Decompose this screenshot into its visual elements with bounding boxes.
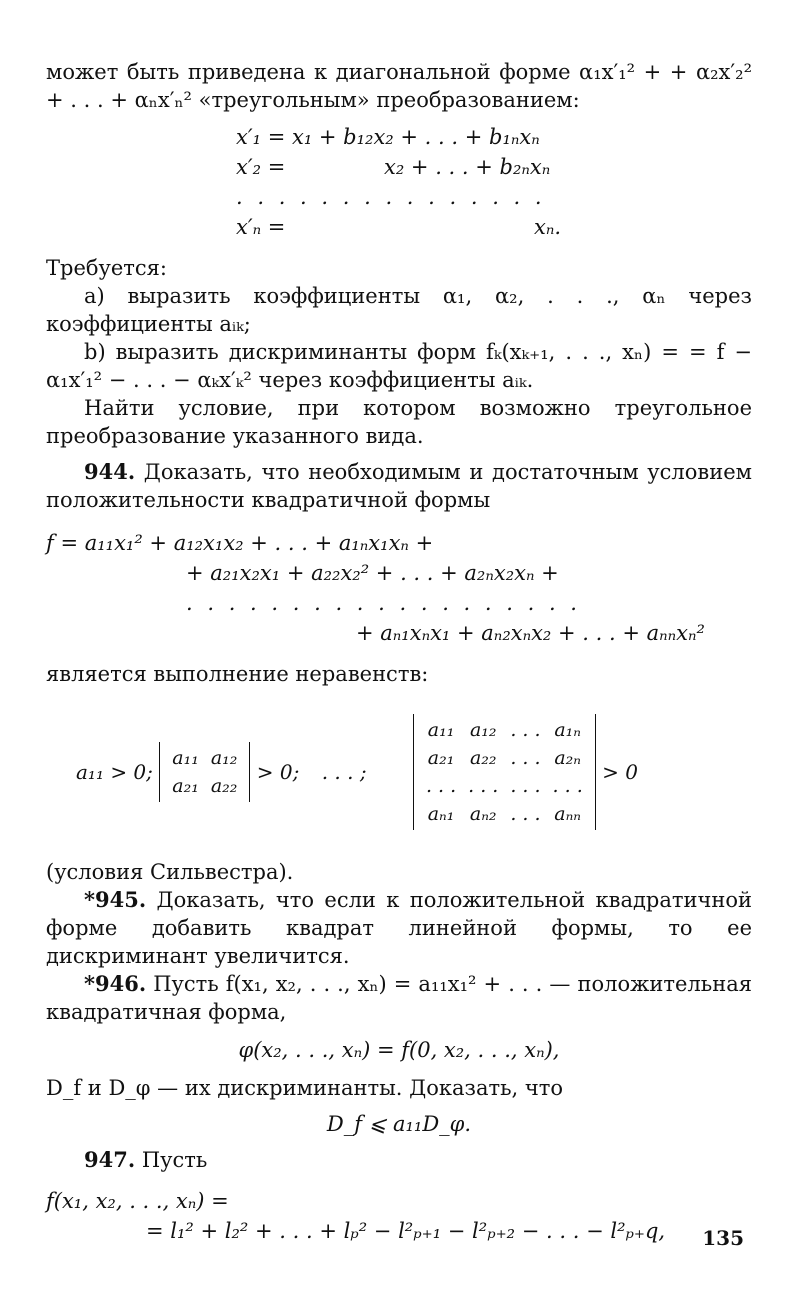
sylvester-note: (условия Сильвестра). [46,860,294,884]
item-b: b) выразить дискриминанты форм fₖ(xₖ₊₁, . . ., xₙ) = = f − α₁x′₁² − . . . − αₖx′ₖ² через коэффициенты aᵢₖ. [46,340,752,392]
quadratic-form-944 [46,528,752,648]
system-row-n [236,212,752,242]
sylvester-det-n [413,714,596,830]
form944-row-2: + a₂₁x₂x₁ + a₂₂x₂² + . . . + a₂ₙx₂xₙ + [186,561,559,585]
problem-944 [46,458,752,514]
condition-text: Найти условие, при котором возможно треугольное преобразование указанного вида. [46,396,752,448]
det2-a11: a₁₁ [172,747,199,769]
problem-945-number: *945. [84,887,147,912]
problem-947 [46,1146,752,1174]
page-number: 135 [702,1226,744,1250]
detn-cell: aₙ₁ [427,803,455,825]
item-a: а) выразить коэффициенты α₁, α₂, . . ., αₙ через коэффициенты aᵢₖ; [46,284,752,336]
triangular-system [236,122,752,242]
problem-944-text: Доказать, что необходимым и достаточным условием положительности квадратичной формы [46,460,752,512]
detn-cell: . . . [552,775,583,797]
sylvester-first: a₁₁ > 0; [76,760,153,784]
form947-row-2: = l₁² + l₂² + . . . + lₚ² − l²ₚ₊₁ − l²ₚ₊₂ − . . . − l²ₚ₊q, [146,1219,666,1243]
problem-945 [46,886,752,970]
detn-cell: . . . [425,775,457,797]
system-row-dots: . . . . . . . . . . . . . . . [236,185,546,209]
sylvester-gt0-b: > 0 [602,760,638,784]
detn-cell: . . . [510,747,541,769]
form944-row-dots: . . . . . . . . . . . . . . . . . . . [186,591,581,615]
detn-cell: a₁₁ [427,719,455,741]
detn-cell: a₂₁ [427,747,455,769]
form944-row-1: f = a₁₁x₁² + a₁₂x₁x₂ + . . . + a₁ₙx₁xₙ + [46,531,434,555]
system-row-2-rhs: x₂ + . . . + b₂ₙxₙ [384,155,551,179]
system-row-n-lhs: x′ₙ = [236,215,286,239]
det2-a12: a₁₂ [210,747,238,769]
discriminant-inequality: D_f ⩽ a₁₁D_φ. [326,1112,472,1136]
problem-947-number: 947. [84,1147,136,1172]
problem-946-text: Пусть f(x₁, x₂, . . ., xₙ) = a₁₁x₁² + . . . — положительная квадратичная форма, [46,972,752,1024]
detn-cell: a₁ₙ [554,719,581,741]
inequalities-intro: является выполнение неравенств: [46,662,429,686]
sylvester-det-2 [159,742,250,802]
problem-947-text: Пусть [141,1148,208,1172]
detn-cell: . . . [510,775,541,797]
det2-a22: a₂₂ [210,775,238,797]
sylvester-conditions [76,714,752,844]
detn-cell: . . . [468,775,499,797]
detn-cell: aₙ₂ [469,803,497,825]
detn-cell: a₁₂ [469,719,497,741]
form947-row-1: f(x₁, x₂, . . ., xₙ) = [46,1189,229,1213]
discriminant-text: D_f и D_φ — их дискриминанты. Доказать, что [46,1076,564,1100]
paragraph-intro: может быть приведена к диагональной форме α₁x′₁² + + α₂x′₂² + . . . + αₙx′ₙ² «треугольным» преобразованием: [46,60,752,112]
sylvester-gt0-a: > 0; [256,760,300,784]
detn-cell: aₙₙ [554,803,582,825]
required-label: Требуется: [46,256,168,280]
sylvester-dots: . . . ; [321,760,367,784]
det2-a21: a₂₁ [172,775,199,797]
problem-945-text: Доказать, что если к положительной квадратичной форме добавить квадрат линейной формы, то ее дискриминант увеличится. [46,888,752,968]
problem-946 [46,970,752,1026]
problem-944-number: 944. [84,459,136,484]
detn-cell: a₂ₙ [554,747,581,769]
detn-cell: . . . [510,803,541,825]
system-row-n-rhs: xₙ. [534,215,562,239]
detn-cell: a₂₂ [469,747,497,769]
problem-946-number: *946. [84,971,147,996]
system-row-1: x′₁ = x₁ + b₁₂x₂ + . . . + b₁ₙxₙ [236,125,540,149]
phi-definition: φ(x₂, . . ., xₙ) = f(0, x₂, . . ., xₙ), [238,1038,560,1062]
system-row-2-lhs: x′₂ = [236,155,286,179]
detn-cell: . . . [510,719,541,741]
form-947 [46,1186,752,1246]
system-row-2 [236,152,752,182]
form944-row-n: + aₙ₁xₙx₁ + aₙ₂xₙx₂ + . . . + aₙₙxₙ² [356,621,705,645]
page-body [46,58,752,1258]
